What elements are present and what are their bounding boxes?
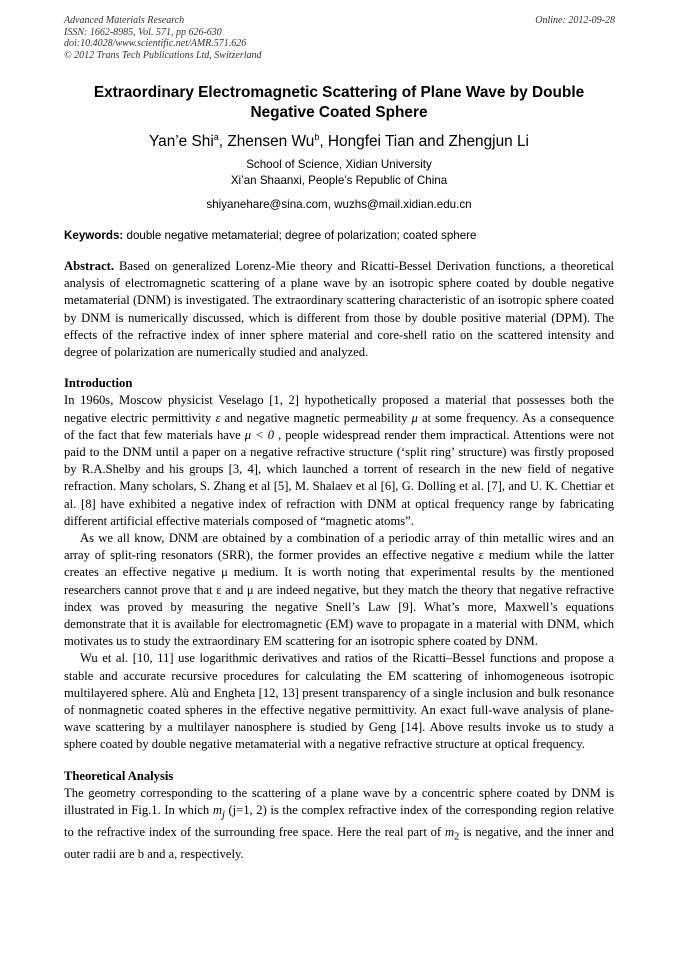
intro-p1-text-b: and negative magnetic permeability bbox=[220, 410, 412, 425]
online-date: Online: 2012-09-28 bbox=[535, 15, 615, 26]
theory-text-c: is negative, and the inner and outer radii are b and a, respectively. bbox=[64, 824, 614, 861]
affiliation bbox=[64, 157, 614, 189]
theory-text-a: The geometry corresponding to the scattering of a plane wave by a concentric sphere coated by DNM is illustrated in Fig.1. In which bbox=[64, 785, 614, 818]
mu-symbol: μ bbox=[411, 410, 418, 425]
epsilon-symbol: ε bbox=[215, 410, 221, 425]
issn-line: ISSN: 1662-8985, Vol. 571, pp 626-630 bbox=[64, 26, 222, 38]
m-2-subscript: 2 bbox=[454, 831, 460, 843]
intro-p1-text-a: In 1960s, Moscow physicist Veselago [1, 2] hypothetically proposed a material that possesses both the negative electric permittivity bbox=[64, 393, 614, 425]
journal-name: Advanced Materials Research bbox=[64, 15, 185, 26]
affiliation-line-1: School of Science, Xidian University bbox=[246, 158, 432, 171]
mu-inequality: μ < 0 bbox=[244, 427, 275, 442]
keywords bbox=[64, 228, 614, 244]
keywords-text: double negative metamaterial; degree of polarization; coated sphere bbox=[123, 229, 477, 242]
author-2-affil-mark: b bbox=[314, 131, 320, 142]
abstract-label: Abstract. bbox=[64, 259, 115, 273]
theory-paragraph bbox=[64, 785, 614, 863]
author-1-affil-mark: a bbox=[213, 131, 219, 142]
introduction-heading: Introduction bbox=[64, 376, 133, 391]
abstract bbox=[64, 258, 614, 361]
intro-paragraph-3: Wu et al. [10, 11] use logarithmic derivatives and ratios of the Ricatti–Bessel functions and propose a stable and accurate recursive procedures for calculating the EM scattering of inhomogeneous isotropic multilayered sphere. Alù and Engheta [12, 13] present transparency of a single inclusion and bulk resonance of nonmagnetic coated spheres in the effective negative permittivity. An exact full-wave analysis of plane-wave scattering by a multilayer nanosphere is studied by Geng [14]. Above results invoke us to study a sphere coated by double negative metamaterial with a negative refractive structure at optical frequency. bbox=[64, 651, 614, 752]
other-authors: , Hongfei Tian and Zhengjun Li bbox=[319, 133, 529, 150]
journal-header bbox=[64, 15, 614, 61]
author-1: Yan’e Shi bbox=[149, 133, 214, 150]
author-emails: shiyanehare@sina.com, wuzhs@mail.xidian.edu.cn bbox=[206, 198, 472, 211]
intro-paragraph-1 bbox=[64, 392, 614, 530]
theory-text-b: (j=1, 2) is the complex refractive index of the corresponding region relative to the refractive index of the surrounding free space. Here the real part of bbox=[64, 803, 615, 839]
abstract-text: Based on generalized Lorenz-Mie theory and Ricatti-Bessel Derivation functions, a theoretical analysis of electromagnetic scattering of a plane wave by an isotropic sphere coated by double negative metamaterial (DNM) is investigated. The extraordinary scattering characteristic of an isotropic sphere coated by DNM is numerically discussed, which is different from those by double positive material (DPM). The effects of the refractive index of inner sphere material and core-shell ratio on the scattered intensity and degree of polarization are numerically studied and analyzed. bbox=[64, 259, 614, 360]
intro-paragraph-2: As we all know, DNM are obtained by a combination of a periodic array of thin metallic wires and an array of split-ring resonators (SRR), the former provides an effective negative ε medium while the latter creates an effective negative μ medium. It is worth noting that experimental results by the mentioned researchers cannot prove that ε and μ are indeed negative, but they match the theory that negative refractive index was proved by measuring the negative Snell’s Law [9]. What’s more, Maxwell’s equations demonstrate that it is available for electromagnetic (EM) wave to propagate in a material with DNM, which motivates us to study the extraordinary EM scattering for an isotropic sphere coated by DNM. bbox=[64, 531, 614, 649]
doi-line: doi:10.4028/www.scientific.net/AMR.571.626 bbox=[64, 38, 247, 49]
keywords-label: Keywords: bbox=[64, 229, 124, 242]
intro-p1-text-c: at some frequency. As a consequence of the fact that few materials have bbox=[64, 410, 614, 442]
m-j-subscript: j bbox=[221, 809, 225, 821]
affiliation-line-2: Xi’an Shaanxi, People’s Republic of China bbox=[230, 174, 448, 187]
theory-heading: Theoretical Analysis bbox=[64, 768, 174, 783]
author-list bbox=[64, 132, 614, 152]
paper-title: Extraordinary Electromagnetic Scattering of Plane Wave by Double Negative Coated Sphere bbox=[93, 84, 585, 121]
intro-p1-text-d: , people widespread render them impractical. Attentions were not paid to the DNM until a paper on a negative refractive structure (‘split ring’ structure) was firstly proposed by R.A.Shelby and his groups [3, 4], which launched a torrent of research in the new field of negative refraction. Many scholars, S. Zhang et al [5], M. Shalaev et al [6], G. Dolling et al. [7], and U. K. Chettiar et al. [8] have exhibited a negative index of refraction with DNM at optical frequency range by fabricating different artificial effective materials composed of “magnetic atoms”. bbox=[64, 427, 614, 528]
author-2: Zhensen Wu bbox=[227, 133, 315, 150]
copyright-line: © 2012 Trans Tech Publications Ltd, Switzerland bbox=[64, 49, 262, 61]
m-2-symbol: m bbox=[444, 824, 455, 839]
author-separator: , bbox=[218, 133, 228, 150]
m-j-symbol: m bbox=[212, 803, 222, 818]
